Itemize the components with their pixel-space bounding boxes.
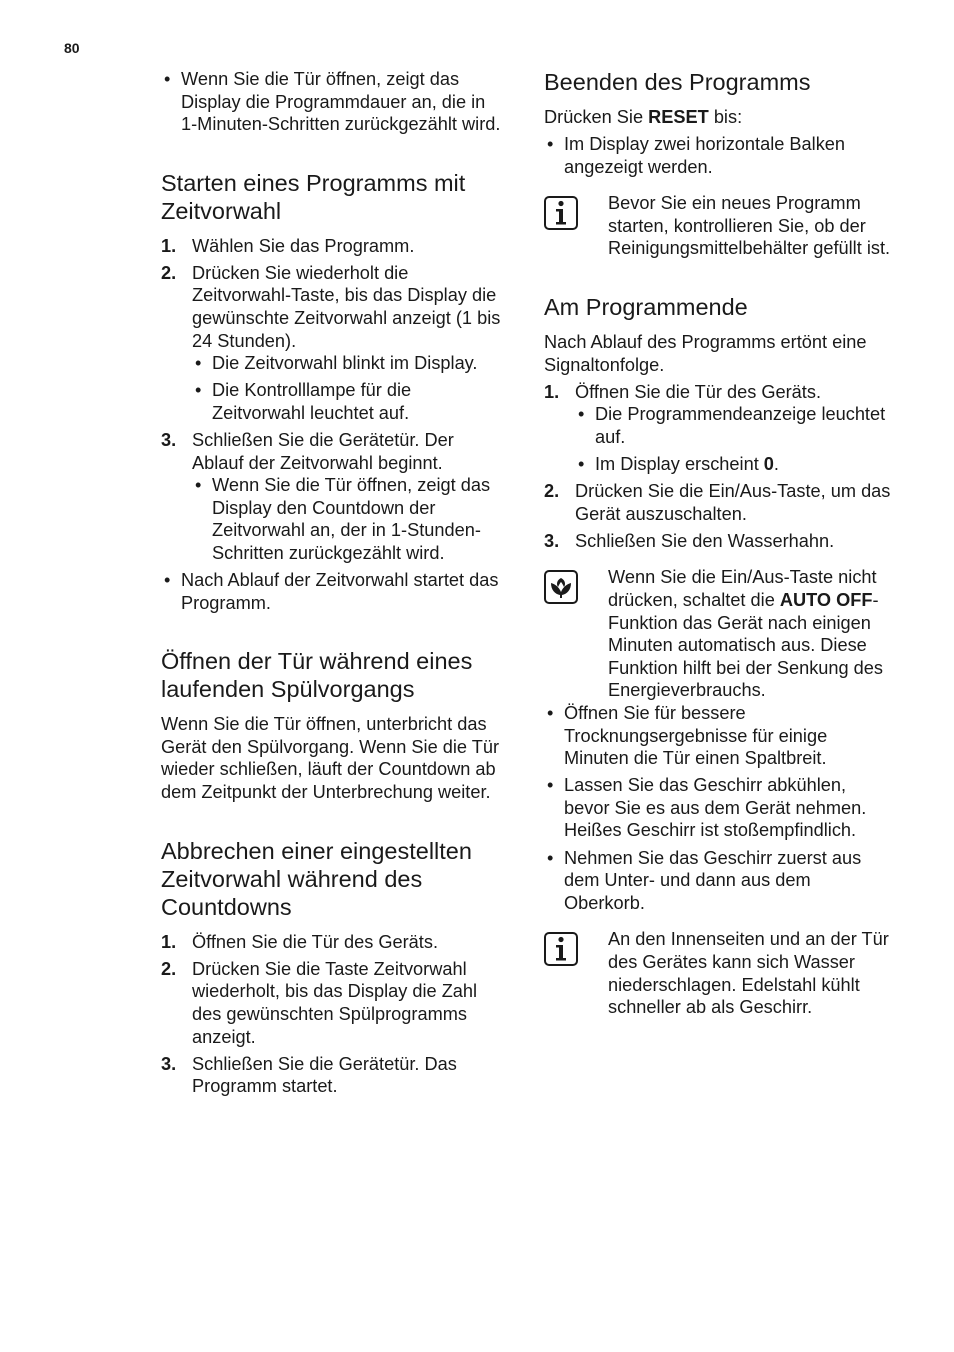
info-icon [544, 932, 578, 966]
section-title: Am Programmende [544, 294, 748, 321]
section-program-end [544, 293, 896, 1019]
section-title: Beenden des Programms [544, 69, 811, 95]
list-item: • Wenn Sie die Tür öffnen, zeigt das Display die Programmdauer an, die in 1-Minuten-Schritten zurückgezählt wird. [161, 68, 506, 136]
eco-note [544, 566, 896, 702]
info-note [544, 192, 896, 260]
paragraph: Drücken Sie RESET bis: [544, 107, 743, 127]
sub-bullet-list [575, 403, 896, 475]
paragraph: Wenn Sie die Tür öffnen, unterbricht das Gerät den Spülvorgang. Wenn Sie die Tür wieder schließen, läuft der Countdown ab dem Zeitpunkt der Unterbrechung weiter. [161, 714, 500, 803]
info-note [544, 928, 896, 1018]
step-item: 3. Schließen Sie die Gerätetür. Der Ablauf der Zeitvorwahl beginnt. • Wenn Sie die Tür öffnen, zeigt das Display den Countdown der Zeitvorwahl an, der in 1-Stunden-Schritten zurückgezählt wird. [161, 429, 506, 565]
step-item: 2. Drücken Sie wiederholt die Zeitvorwahl-Taste, bis das Display die gewünschte Zeitvorwahl anzeigt (1 bis 24 Stunden). • Die Zeitvorwahl blinkt im Display. • Die Kontrolllampe für die Zeitvorwahl leuchtet auf. [161, 262, 506, 425]
right-column [544, 68, 896, 1019]
page-number: 80 [64, 40, 80, 56]
list-item: • Nehmen Sie das Geschirr zuerst aus dem Unter- und dann aus dem Oberkorb. [544, 847, 896, 915]
sub-bullet-list [192, 352, 506, 424]
step-item: 1. Wählen Sie das Programm. [161, 235, 415, 256]
section-cancel-delay [161, 837, 506, 1098]
list-item: • Die Kontrolllampe für die Zeitvorwahl leuchtet auf. [192, 379, 506, 424]
info-icon [544, 196, 578, 230]
step-item: 2. Drücken Sie die Ein/Aus-Taste, um das Gerät auszuschalten. [544, 481, 891, 524]
sub-bullet-list [192, 474, 506, 564]
list-item: • Lassen Sie das Geschirr abkühlen, bevor Sie es aus dem Gerät nehmen. Heißes Geschirr ist stoßempfindlich. [544, 774, 896, 842]
step-item: 2. Drücken Sie die Taste Zeitvorwahl wiederholt, bis das Display die Zahl des gewünschten Spülprogramms anzeigt. [161, 958, 478, 1047]
step-item: 1. Öffnen Sie die Tür des Geräts. • Die Programmendeanzeige leuchtet auf. • Im Display erscheint 0. [544, 381, 896, 476]
steps-list [161, 931, 506, 1098]
section-door-open [161, 647, 506, 803]
section-start-delay [161, 169, 506, 615]
section-title: Starten eines Programms mit Zeitvorwahl [161, 169, 466, 224]
note-text: Bevor Sie ein neues Programm starten, kontrollieren Sie, ob der Reinigungsmittelbehälter gefüllt ist. [608, 193, 891, 259]
section-title: Abbrechen einer eingestellten Zeitvorwahl während des Countdowns [161, 837, 472, 920]
list-item: • Wenn Sie die Tür öffnen, zeigt das Display den Countdown der Zeitvorwahl an, der in 1-Stunden-Schritten zurückgezählt wird. [192, 474, 506, 564]
list-item: • Öffnen Sie für bessere Trocknungsergebnisse für einige Minuten die Tür einen Spaltbreit. [544, 702, 896, 770]
left-column [161, 68, 506, 1102]
step-item: 3. Schließen Sie die Gerätetür. Das Programm startet. [161, 1053, 457, 1097]
list-item: • Die Zeitvorwahl blinkt im Display. [192, 352, 506, 375]
tips-list [544, 702, 896, 914]
list-item: • Im Display zwei horizontale Balken angezeigt werden. [544, 133, 896, 178]
section-end-program [544, 68, 896, 260]
list-item: • Die Programmendeanzeige leuchtet auf. [575, 403, 896, 448]
paragraph: Nach Ablauf des Programms ertönt eine Signaltonfolge. [544, 332, 867, 375]
list-item: • Nach Ablauf der Zeitvorwahl startet das Programm. [161, 569, 506, 614]
eco-leaf-icon [544, 570, 578, 604]
steps-list [161, 235, 506, 565]
list-item: • Im Display erscheint 0. [575, 453, 896, 476]
section-title: Öffnen der Tür während eines laufenden Spülvorgangs [161, 648, 473, 703]
note-text: Wenn Sie die Ein/Aus-Taste nicht drücken, schaltet die AUTO OFF-Funktion das Gerät nach einigen Minuten automatisch aus. Diese Funktion hilft bei der Senkung des Energieverbrauchs. [608, 567, 884, 701]
step-item: 3. Schließen Sie den Wasserhahn. [544, 530, 835, 551]
bullet-list [544, 133, 896, 178]
note-text: An den Innenseiten und an der Tür des Gerätes kann sich Wasser niederschlagen. Edelstahl kühlt schneller ab als Geschirr. [608, 929, 889, 1018]
step-item: 1. Öffnen Sie die Tür des Geräts. [161, 931, 439, 952]
steps-list [544, 381, 896, 553]
bullet-list [161, 569, 506, 614]
top-bullet-list [161, 68, 506, 136]
